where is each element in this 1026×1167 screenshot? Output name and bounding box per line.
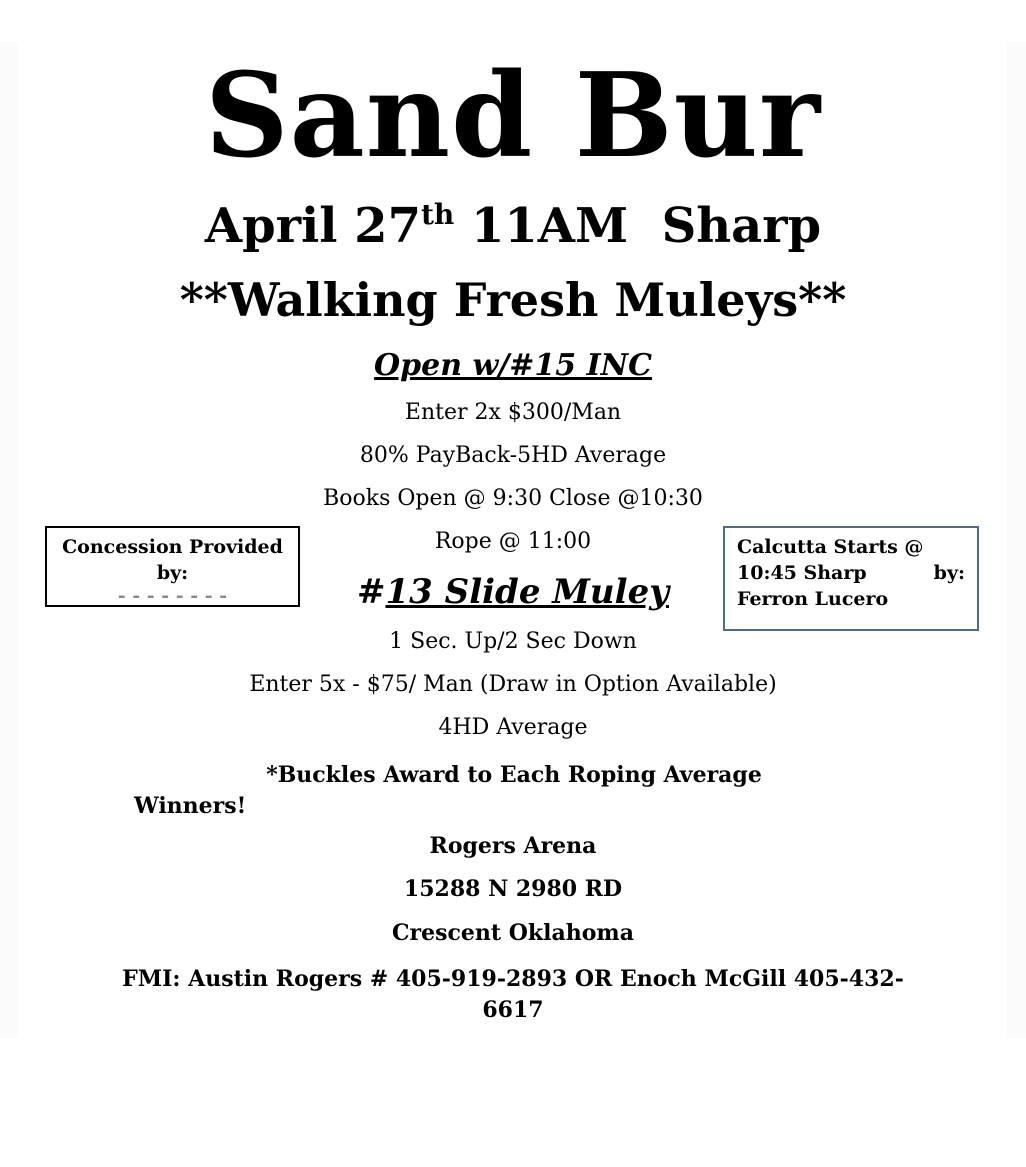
open-detail: Enter 2x $300/Man xyxy=(404,400,622,425)
calcutta-box xyxy=(723,526,979,631)
buckles-award-text xyxy=(134,760,894,822)
calcutta-line-1: Calcutta Starts @ xyxy=(737,536,924,558)
open-detail: Rope @ 11:00 xyxy=(434,529,592,554)
buckles-line-2: Winners! xyxy=(134,793,247,819)
concession-box xyxy=(45,526,300,607)
slide-detail: 1 Sec. Up/2 Sec Down xyxy=(389,629,637,654)
calcutta-line-3: Ferron Lucero xyxy=(737,588,889,610)
location-arena: Rogers Arena xyxy=(429,833,597,859)
location-address: 15288 N 2980 RD xyxy=(403,876,623,902)
open-detail: Books Open @ 9:30 Close @10:30 xyxy=(323,486,703,511)
calcutta-time: 10:45 Sharp xyxy=(737,562,867,584)
location-city: Crescent Oklahoma xyxy=(392,920,634,946)
calcutta-by: by: xyxy=(933,562,965,584)
slide-detail: Enter 5x - $75/ Man (Draw in Option Available) xyxy=(249,672,777,697)
slide-detail: 4HD Average xyxy=(438,715,588,740)
date-time: 11AM Sharp xyxy=(470,198,822,254)
buckles-line-1: *Buckles Award to Each Roping Average xyxy=(266,762,762,788)
flyer-title: Sand Bur xyxy=(204,48,822,184)
open-detail: 80% PayBack-5HD Average xyxy=(359,443,667,468)
concession-clipped-text: - - - - - - - - xyxy=(117,585,228,607)
contact-info: FMI: Austin Rogers # 405-919-2893 OR Enoch McGill 405-432-6617 xyxy=(122,966,904,1023)
calcutta-line-2 xyxy=(737,560,965,586)
flyer-subtitle: **Walking Fresh Muleys** xyxy=(179,273,847,327)
open-heading: Open w/#15 INC xyxy=(374,348,652,383)
slide-heading-text: 13 Slide Muley xyxy=(385,572,669,612)
concession-line-1: Concession Provided xyxy=(62,536,283,558)
concession-line-2: by: xyxy=(156,562,189,584)
event-date xyxy=(0,200,1026,253)
slide-heading-hash: # xyxy=(357,572,386,612)
date-month-day: April 27 xyxy=(204,198,421,254)
date-suffix: th xyxy=(420,198,455,231)
